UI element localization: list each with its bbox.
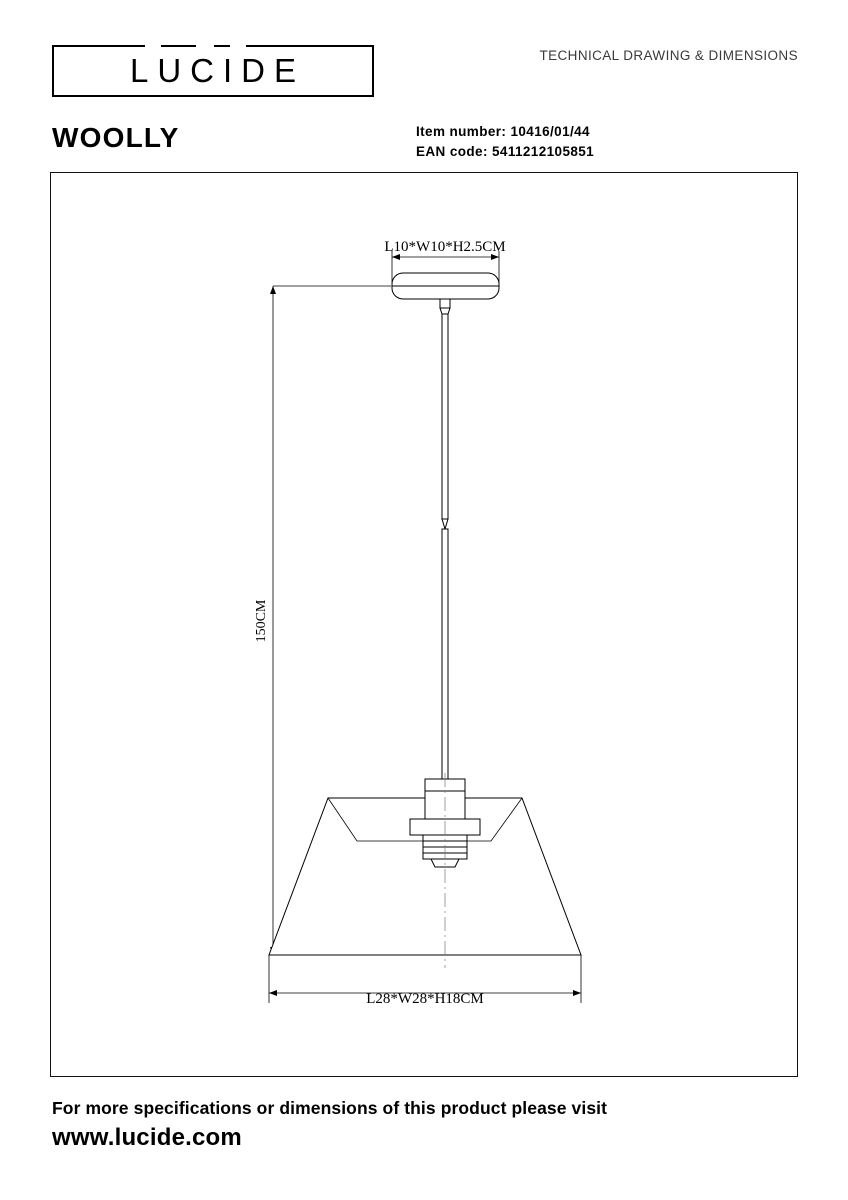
suspension-cord [442, 314, 448, 779]
brand-logo [52, 45, 374, 97]
canopy-dimension-label: L10*W10*H2.5CM [384, 239, 506, 255]
item-number-value: 10416/01/44 [510, 124, 590, 139]
page-title: WOOLLY [52, 122, 180, 153]
ceiling-canopy [392, 273, 499, 299]
footer-note: For more specifications or dimensions of this product please visit [52, 1098, 608, 1118]
logo-notch-right [230, 36, 246, 49]
height-dimension-label: 150CM [254, 599, 269, 643]
shade-dimension-label: L28*W28*H18CM [366, 991, 484, 1007]
ean-code-row [416, 142, 594, 162]
footer-website-url[interactable]: www.lucide.com [52, 1124, 242, 1151]
item-number-row [416, 122, 594, 142]
ean-code-label: EAN code: [416, 144, 488, 159]
technical-drawing-label: TECHNICAL DRAWING & DIMENSIONS [539, 48, 798, 63]
logo-notch-middle [196, 36, 214, 49]
ean-code-value: 5411212105851 [492, 144, 595, 159]
product-technical-drawing [51, 173, 799, 1078]
item-number-label: Item number: [416, 124, 507, 139]
brand-logo-text: LUCIDE [129, 52, 306, 89]
drawing-frame [50, 172, 798, 1077]
product-identifiers [416, 122, 594, 162]
canopy-connector [440, 299, 450, 314]
logo-notch-left [145, 36, 161, 49]
